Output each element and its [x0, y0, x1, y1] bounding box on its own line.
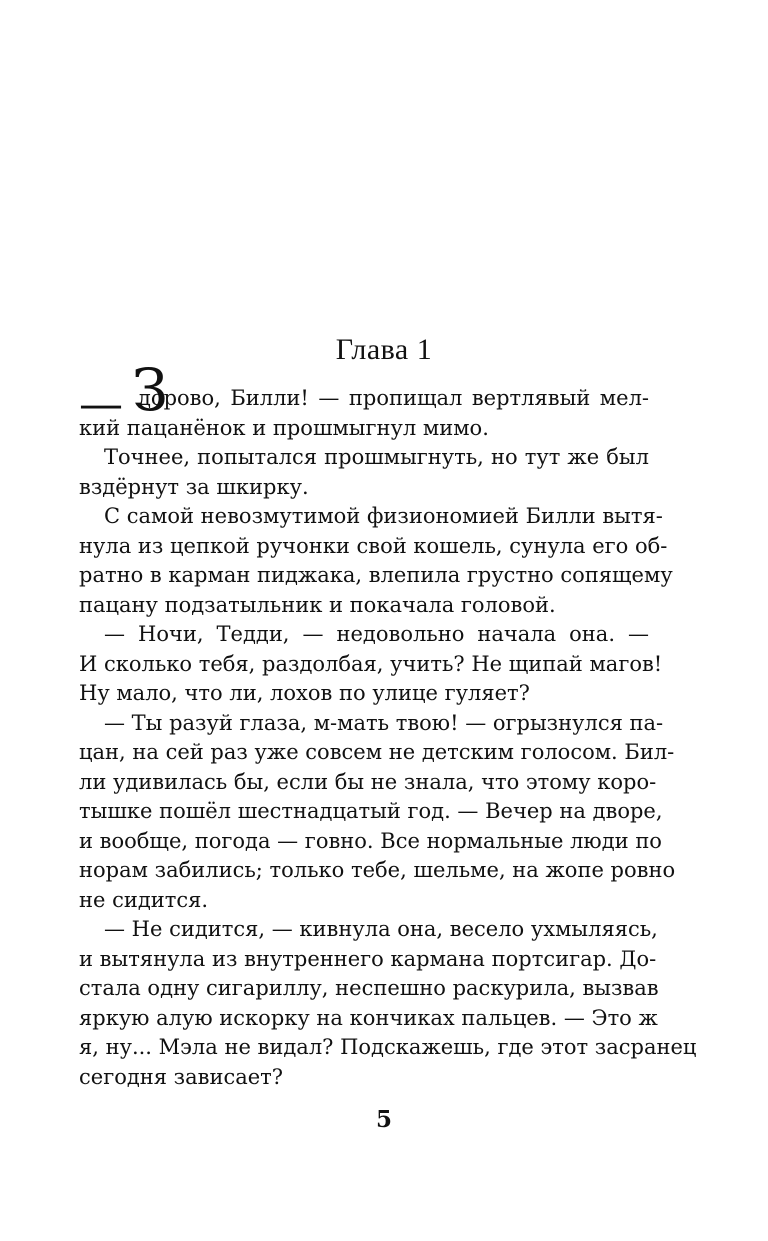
text-line: вздёрнут за шкирку.: [79, 475, 309, 499]
text-line: нула из цепкой ручонки свой кошель, сунула его об-: [79, 534, 668, 558]
text-line: сегодня зависает?: [79, 1065, 284, 1089]
text-line: И сколько тебя, раздолбая, учить? Не щипай магов!: [79, 652, 663, 676]
text-line: — Ночи, Тедди, — недовольно начала она. —: [104, 622, 649, 646]
text-line: яркую алую искорку на кончиках пальцев. — Это ж: [79, 1006, 658, 1030]
text-line: я, ну... Мэла не видал? Подскажешь, где этот засранец: [79, 1035, 697, 1059]
text-line: стала одну сигариллу, неспешно раскурила, вызвав: [79, 976, 659, 1000]
drop-cap-letter: З: [132, 356, 169, 424]
text-line: Точнее, попытался прошмыгнуть, но тут же был: [104, 445, 649, 469]
text-line: Ну мало, что ли, лохов по улице гуляет?: [79, 681, 530, 705]
text-line: пацану подзатыльник и покачала головой.: [79, 593, 556, 617]
text-line: норам забились; только тебе, шельме, на жопе ровно: [79, 858, 676, 882]
text-line: кий пацанёнок и прошмыгнул мимо.: [79, 416, 489, 440]
page-number: 5: [375, 1106, 392, 1133]
text-line: и вообще, погода — говно. Все нормальные люди по: [79, 829, 662, 853]
chapter-title: Глава 1: [335, 333, 433, 366]
text-line: — Не сидится, — кивнула она, весело ухмыляясь,: [104, 917, 658, 941]
text-line: — Ты разуй глаза, м-мать твою! — огрызнулся па-: [104, 711, 664, 735]
text-line: цан, на сей раз уже совсем не детским голосом. Бил-: [79, 740, 675, 764]
text-line: дорово, Билли! — пропищал вертлявый мел-: [138, 386, 649, 410]
text-line: тышке пошёл шестнадцатый год. — Вечер на дворе,: [79, 799, 663, 823]
text-line: и вытянула из внутреннего кармана портсигар. До-: [79, 947, 657, 971]
text-line: не сидится.: [79, 888, 209, 912]
text-line: ратно в карман пиджака, влепила грустно сопящему: [79, 563, 673, 587]
text-line: С самой невозмутимой физиономией Билли вытя-: [104, 504, 663, 528]
text-line: ли удивилась бы, если бы не знала, что этому коро-: [79, 770, 657, 794]
opening-dash: —: [79, 379, 123, 430]
